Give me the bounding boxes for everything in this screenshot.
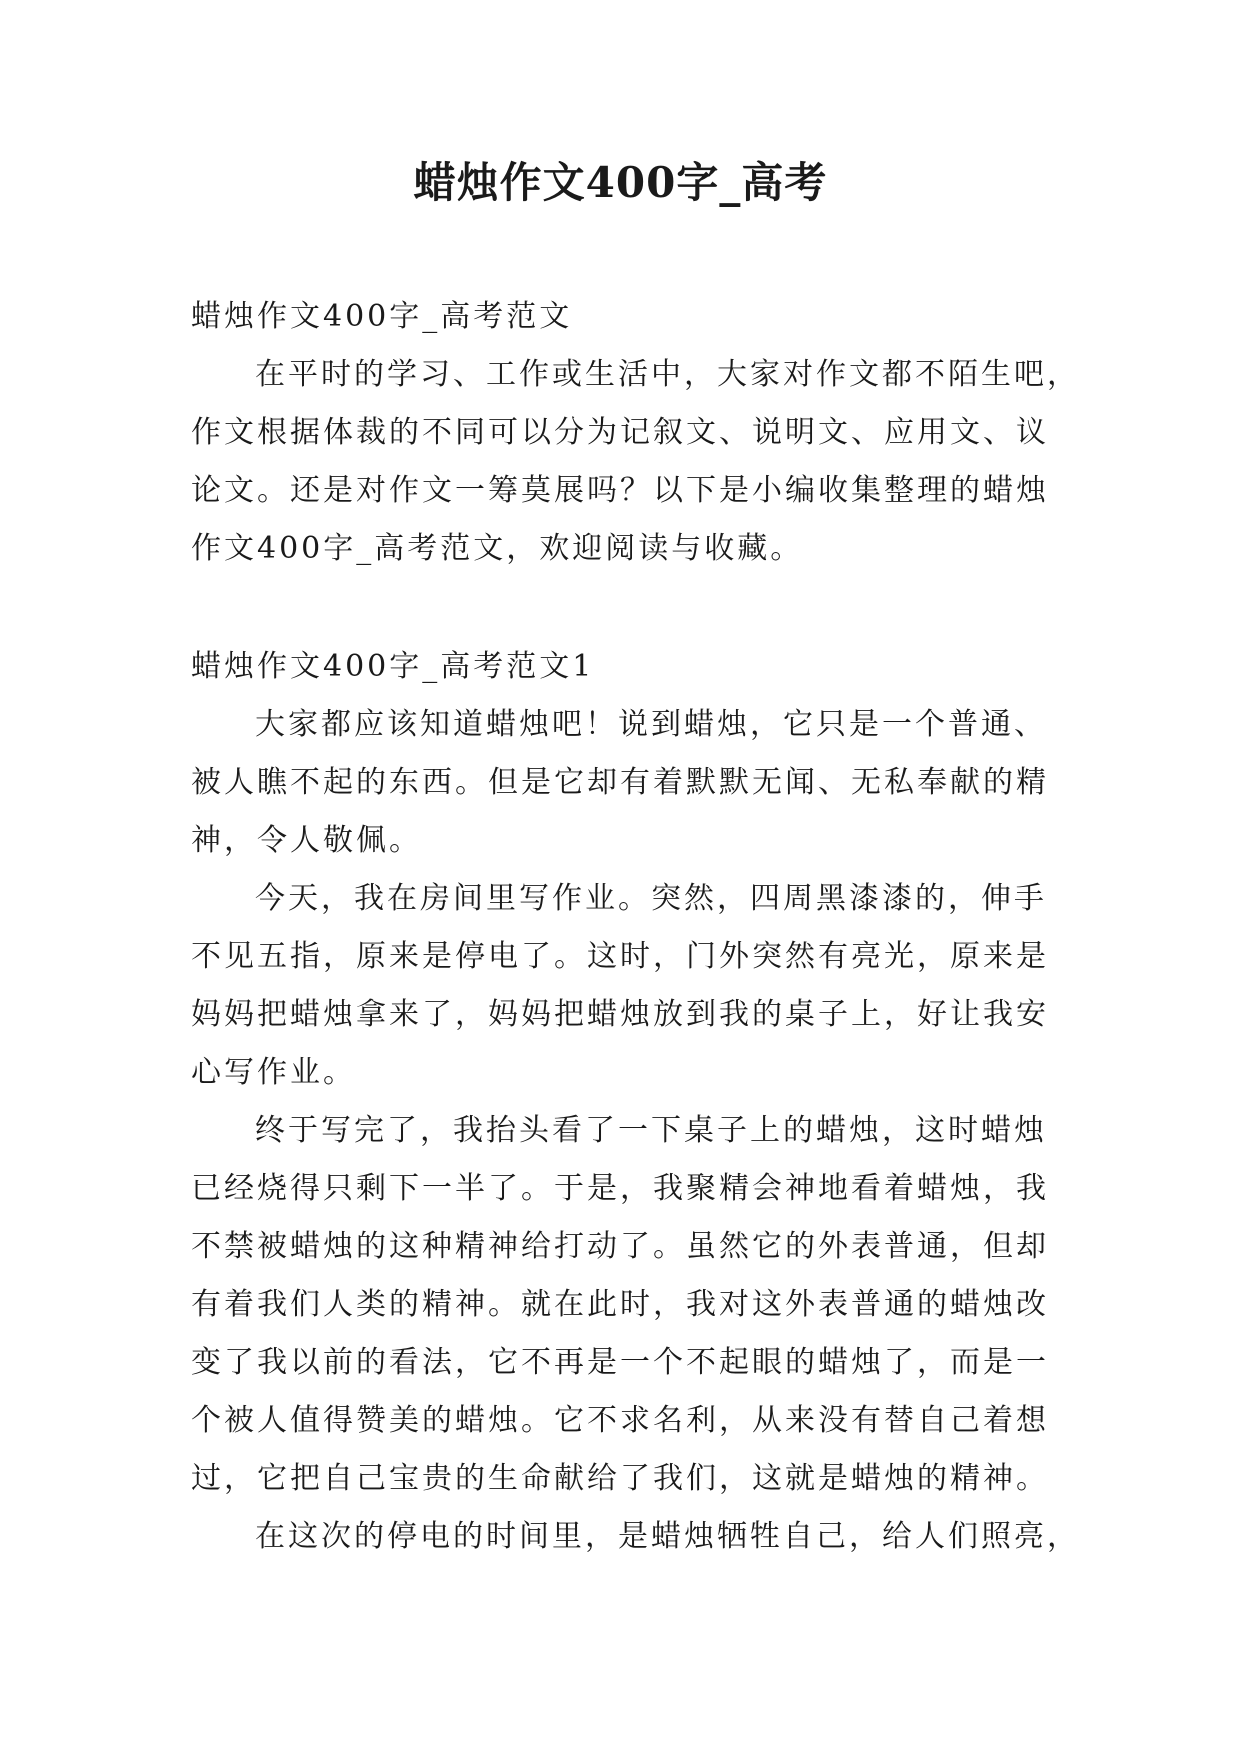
essay-heading: 蜡烛作文400字_高考范文1 xyxy=(191,649,595,684)
paragraph-line: 在平时的学习、工作或生活中，大家对作文都不陌生吧， xyxy=(255,357,1080,392)
paragraph-line: 已经烧得只剩下一半了。于是，我聚精会神地看着蜡烛，我 xyxy=(191,1171,1049,1206)
intro-heading: 蜡烛作文400字_高考范文 xyxy=(191,299,573,334)
paragraph-line: 变了我以前的看法，它不再是一个不起眼的蜡烛了，而是一 xyxy=(191,1345,1049,1380)
paragraph-line: 不见五指，原来是停电了。这时，门外突然有亮光，原来是 xyxy=(191,939,1049,974)
intro-paragraph xyxy=(191,346,1080,578)
paragraph-line: 在这次的停电的时间里，是蜡烛牺牲自己，给人们照亮， xyxy=(255,1519,1080,1554)
essay-paragraph-4 xyxy=(191,1508,1080,1566)
paragraph-line: 论文。还是对作文一筹莫展吗？以下是小编收集整理的蜡烛 xyxy=(191,473,1049,508)
paragraph-line: 终于写完了，我抬头看了一下桌子上的蜡烛，这时蜡烛 xyxy=(255,1113,1047,1148)
paragraph-line: 不禁被蜡烛的这种精神给打动了。虽然它的外表普通，但却 xyxy=(191,1229,1049,1264)
document-body xyxy=(191,288,1080,1566)
paragraph-line: 个被人值得赞美的蜡烛。它不求名利，从来没有替自己着想 xyxy=(191,1403,1049,1438)
document-title: 蜡烛作文400字_高考 xyxy=(413,158,828,207)
paragraph-line: 有着我们人类的精神。就在此时，我对这外表普通的蜡烛改 xyxy=(191,1287,1049,1322)
paragraph-line: 心写作业。 xyxy=(191,1055,356,1090)
paragraph-line: 今天，我在房间里写作业。突然，四周黑漆漆的，伸手 xyxy=(255,881,1047,916)
essay-paragraph-3 xyxy=(191,1102,1071,1508)
paragraph-line: 神，令人敬佩。 xyxy=(191,823,422,858)
paragraph-line: 过，它把自己宝贵的生命献给了我们，这就是蜡烛的精神。 xyxy=(191,1461,1049,1496)
paragraph-line: 作文400字_高考范文，欢迎阅读与收藏。 xyxy=(191,531,804,566)
paragraph-line: 作文根据体裁的不同可以分为记叙文、说明文、应用文、议 xyxy=(191,415,1049,450)
paragraph-line: 大家都应该知道蜡烛吧！说到蜡烛，它只是一个普通、 xyxy=(255,707,1047,742)
essay-paragraph-1 xyxy=(191,696,1071,870)
paragraph-line: 妈妈把蜡烛拿来了，妈妈把蜡烛放到我的桌子上，好让我安 xyxy=(191,997,1049,1032)
paragraph-line: 被人瞧不起的东西。但是它却有着默默无闻、无私奉献的精 xyxy=(191,765,1049,800)
section-spacer xyxy=(191,578,1071,638)
essay-paragraph-2 xyxy=(191,870,1071,1102)
